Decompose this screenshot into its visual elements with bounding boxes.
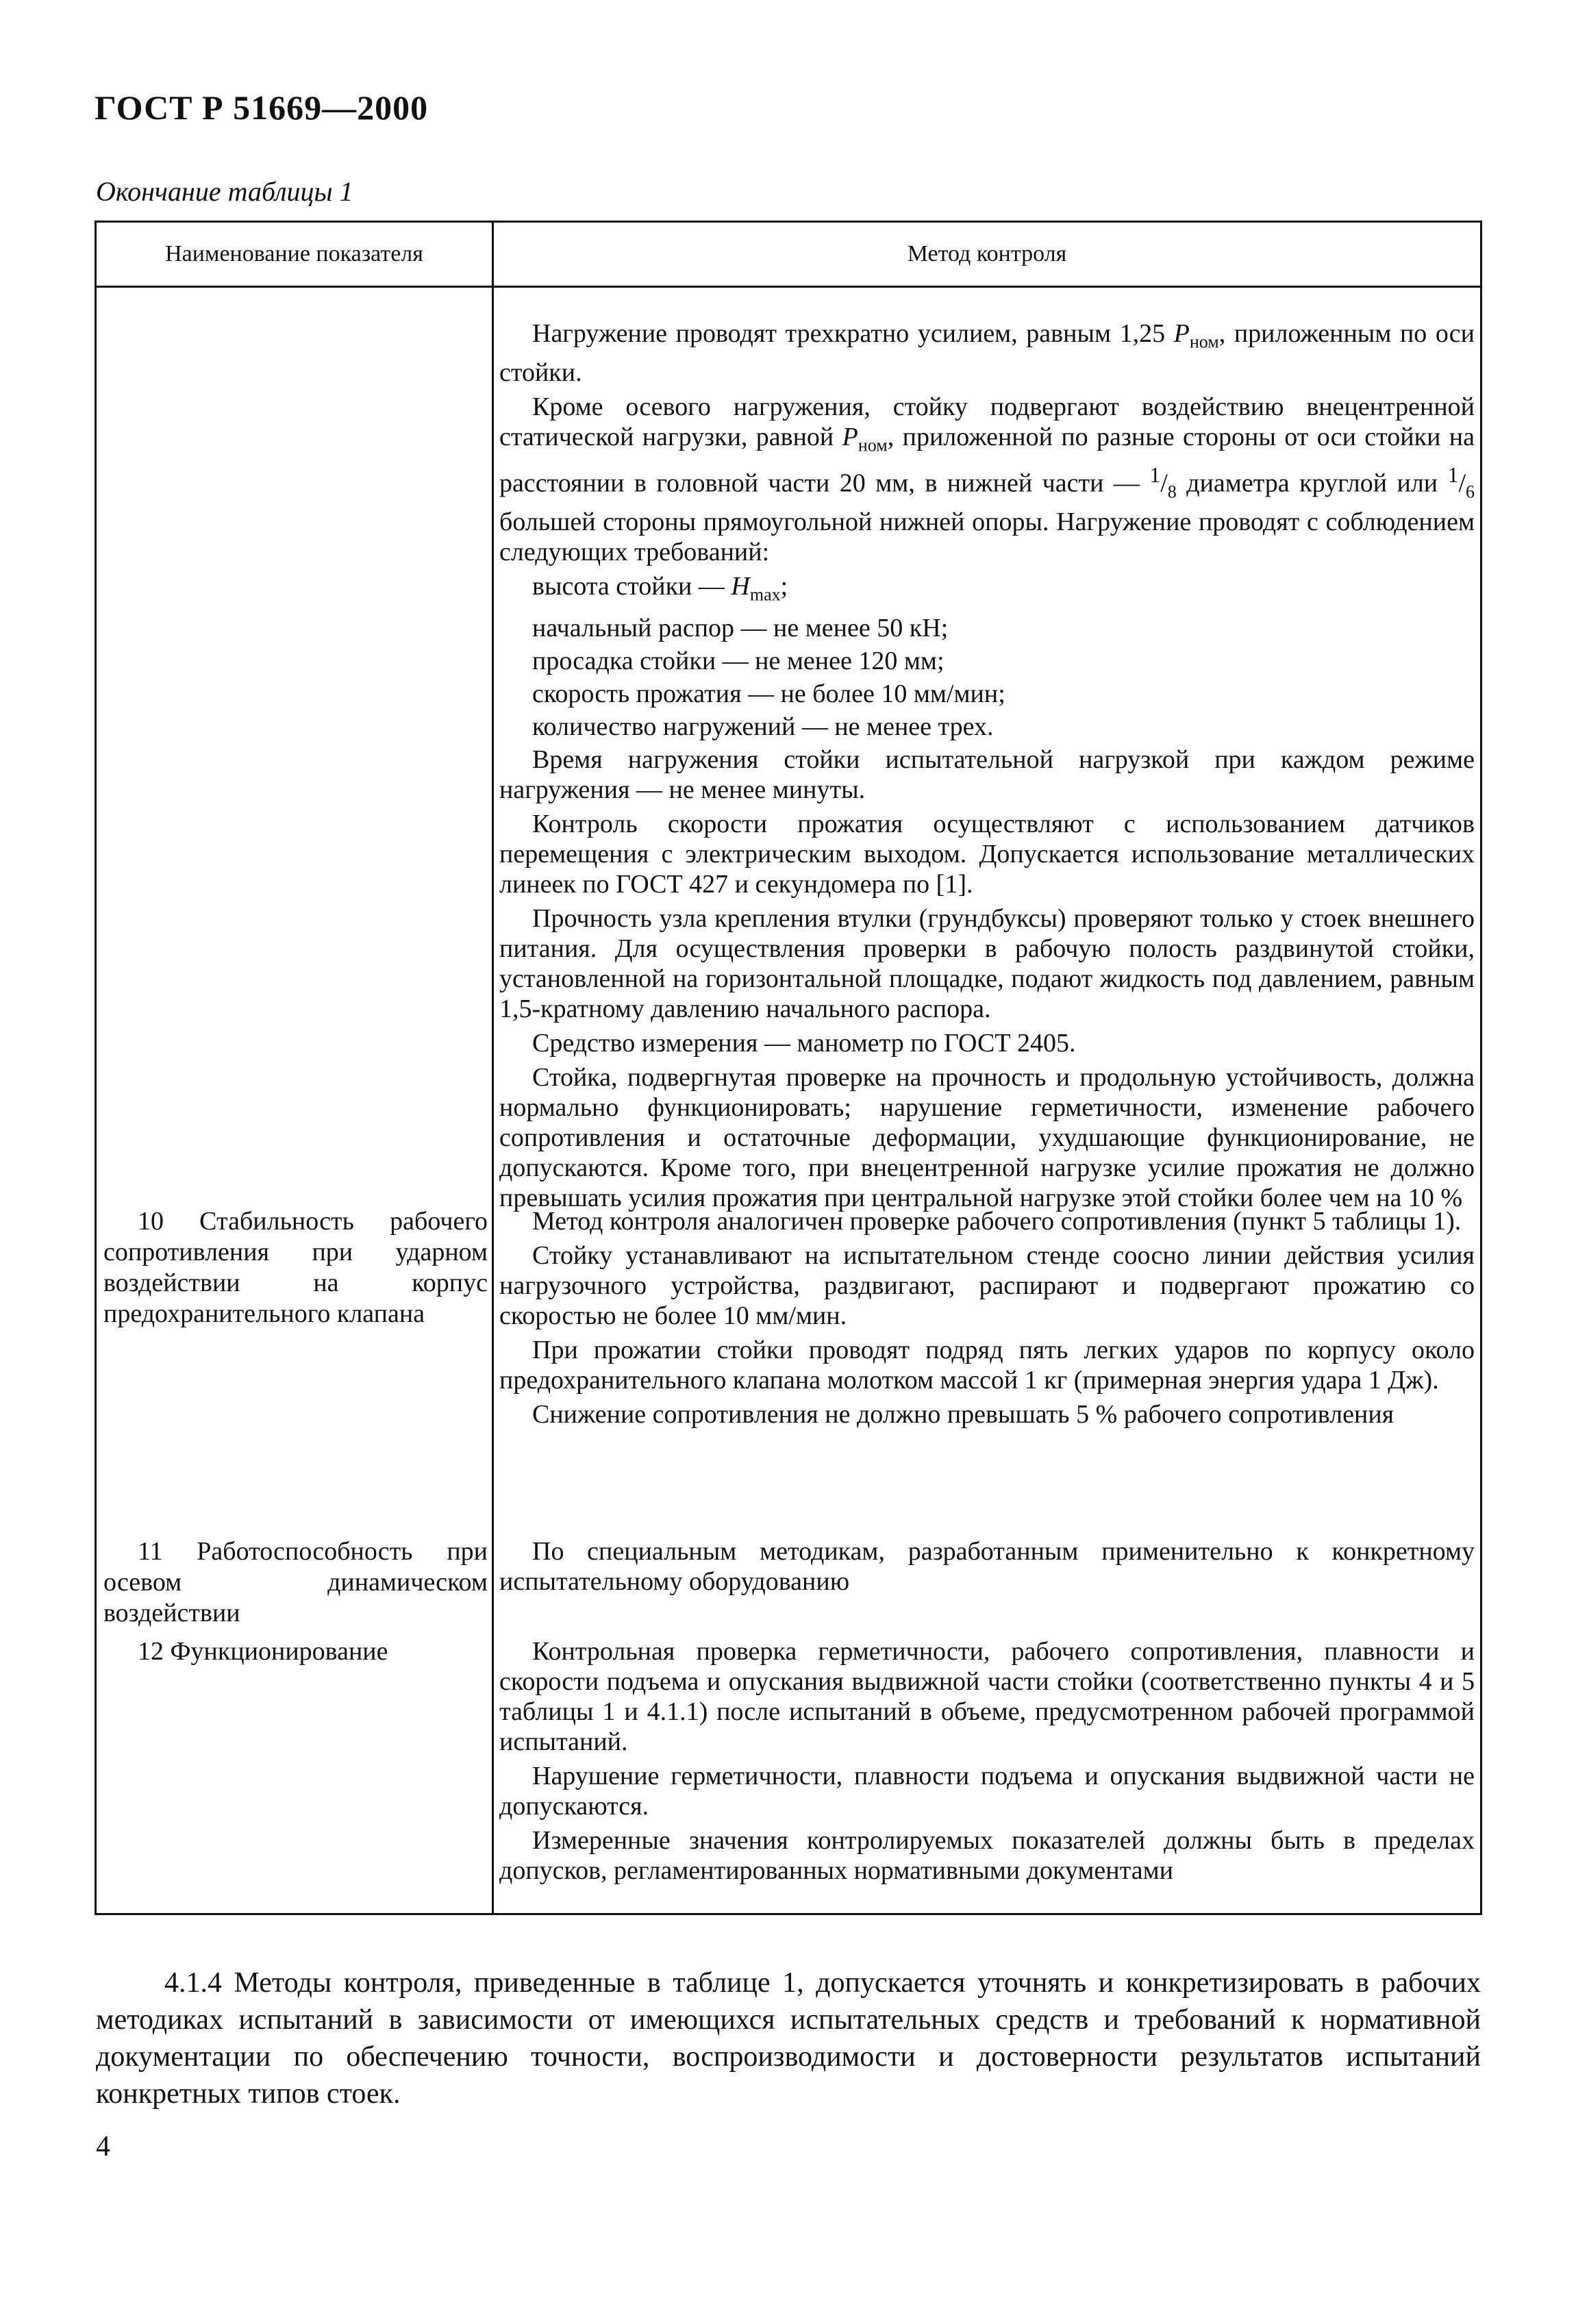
page-number: 4	[96, 2131, 110, 2162]
method-paragraph: Контрольная проверка герметичности, рабочего сопротивления, плавности и скорости подъема и опускания выдвижной части стойки (соответственно пункты 4 и 5 таблицы 1 и 4.1.1) после испытаний в объеме, предусмотренном рабочей программой испытаний.	[499, 1637, 1475, 1756]
requirement-item: начальный распор — не менее 50 кН;	[532, 614, 949, 643]
method-paragraph: Время нагружения стойки испытательной нагрузкой при каждом режиме нагружения — не менее минуты.	[499, 745, 1475, 805]
method-paragraph: Стойка, подвергнутая проверке на прочность и продольную устойчивость, должна нормально функционировать; нарушение герметичности, изменение рабочего сопротивления и остаточные деформации, ухудшающие функционирование, не допускаются. Кроме того, при внецентренной нагрузке усилие прожатия не должно превышать усилия прожатия при центральной нагрузке этой стойки более чем на 10 %	[499, 1063, 1475, 1213]
row-10-method	[494, 1206, 1480, 1434]
requirement-item: высота стойки — $H_{max}$;	[532, 572, 788, 605]
row-11-indicator: 11 Работоспособность при осевом динамическом воздействии	[103, 1537, 488, 1627]
requirement-item: количество нагружений — не менее трех.	[532, 712, 994, 742]
requirement-item: скорость прожатия — не более 10 мм/мин;	[532, 679, 1005, 709]
method-paragraph: По специальным методикам, разработанным применительно к конкретному испытательному оборудованию	[499, 1537, 1475, 1596]
method-paragraph: Нарушение герметичности, плавности подъема и опускания выдвижной части не допускаются.	[499, 1762, 1475, 1821]
method-paragraph: Контроль скорости прожатия осуществляют с использованием датчиков перемещения с электрическим выходом. Допускается использование металлических линеек по ГОСТ 427 и секундомера по [1].	[499, 810, 1475, 899]
method-paragraph: Прочность узла крепления втулки (грундбуксы) проверяют только у стоек внешнего питания. Для осуществления проверки в рабочую полость раздвинутой стойки, установленной на горизонтальной площадке, подают жидкость под давлением, равным 1,5-кратному давлению начального распора.	[499, 904, 1475, 1024]
method-paragraph: При прожатии стойки проводят подряд пять легких ударов по корпусу около предохранительного клапана молотком массой 1 кг (примерная энергия удара 1 Дж).	[499, 1336, 1475, 1395]
row-continuation-method	[494, 318, 1480, 1217]
row-12-method	[494, 1636, 1480, 1890]
paragraph-4-1-4: 4.1.4 Методы контроля, приведенные в таблице 1, допускается уточнять и конкретизировать в рабочих методиках испытаний в зависимости от имеющихся испытательных средств и требований к нормативной документации по обеспечению точности, воспроизводимости и достоверности результатов испытаний конкретных типов стоек.	[96, 1967, 1481, 2110]
method-paragraph: Снижение сопротивления не должно превышать 5 % рабочего сопротивления	[532, 1400, 1394, 1429]
column-header-indicator: Наименование показателя	[165, 241, 423, 266]
method-paragraph: Метод контроля аналогичен проверке рабочего сопротивления (пункт 5 таблицы 1).	[532, 1207, 1462, 1236]
method-paragraph: Кроме осевого нагружения, стойку подвергают воздействию внецентренной статической нагрузки, равной $P_{ном}$, приложенной по разные стороны от оси стойки на расстоянии в головной части 20 мм, в нижней части — $^1/_8$ диаметра круглой или $^1/_6$ большей стороны прямоугольной нижней опоры. Нагружение проводят с соблюдением следующих требований:	[499, 392, 1475, 567]
row-11-method	[494, 1536, 1480, 1601]
table-caption: Окончание таблицы 1	[96, 176, 353, 207]
column-header-method: Метод контроля	[907, 241, 1067, 266]
method-paragraph: Нагружение проводят трехкратно усилием, равным 1,25 $P_{ном}$, приложенным по оси стойки.	[499, 319, 1475, 387]
requirement-item: просадка стойки — не менее 120 мм;	[532, 647, 945, 676]
document-title: ГОСТ Р 51669—2000	[95, 88, 429, 127]
method-paragraph: Средство измерения — манометр по ГОСТ 2405.	[532, 1029, 1076, 1058]
header-divider	[97, 286, 1480, 288]
row-10-indicator: 10 Стабильность рабочего сопротивления при ударном воздействии на корпус предохранительного клапана	[103, 1207, 488, 1328]
methods-table	[95, 221, 1482, 1915]
method-paragraph: Стойку устанавливают на испытательном стенде соосно линии действия усилия нагрузочного устройства, раздвигают, распирают и подвергают прожатию со скоростью не более 10 мм/мин.	[499, 1241, 1475, 1330]
method-paragraph: Измеренные значения контролируемых показателей должны быть в пределах допусков, регламентированных нормативными документами	[499, 1826, 1475, 1885]
row-12-indicator: 12 Функционирование	[138, 1637, 388, 1666]
